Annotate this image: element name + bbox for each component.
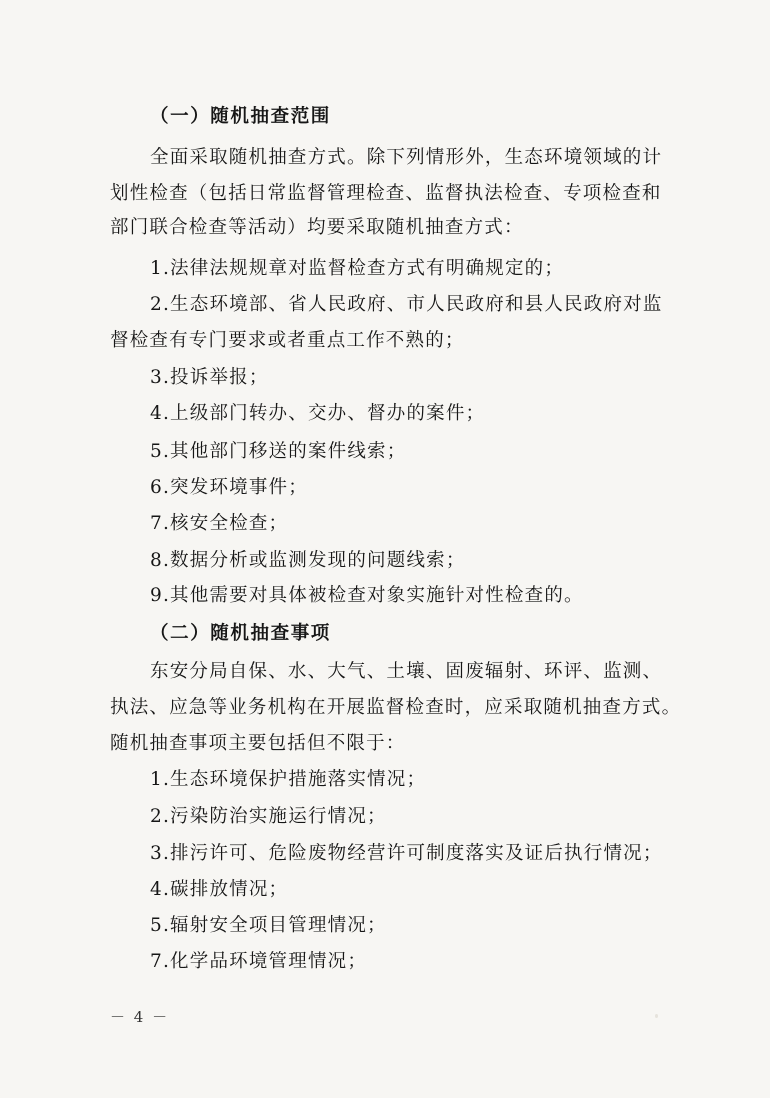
- list-item: 6.突发环境事件；: [150, 477, 308, 498]
- list-item: 7.核安全检查；: [150, 513, 289, 534]
- list-item: 3.排污许可、危险废物经营许可制度落实及证后执行情况；: [150, 843, 663, 864]
- paragraph-line: 东安分局自保、水、大气、土壤、固废辐射、环评、监测、: [150, 661, 663, 682]
- list-item: 1.生态环境保护措施落实情况；: [150, 769, 427, 790]
- list-item: 4.碳排放情况；: [150, 879, 289, 900]
- list-item: 7.化学品环境管理情况；: [150, 951, 368, 972]
- list-item: 2.污染防治实施运行情况；: [150, 806, 387, 827]
- section-heading-items: （二）随机抽查事项: [150, 623, 331, 644]
- paragraph-line: 全面采取随机抽查方式。除下列情形外，生态环境领域的计: [150, 147, 663, 168]
- page-number: － 4 －: [110, 1008, 170, 1026]
- list-item: 2.生态环境部、省人民政府、市人民政府和县人民政府对监: [150, 294, 663, 315]
- list-item: 5.辐射安全项目管理情况；: [150, 915, 387, 936]
- paragraph-line: 划性检查（包括日常监督管理检查、监督执法检查、专项检查和: [110, 183, 662, 204]
- section-heading-scope: （一）随机抽查范围: [150, 106, 331, 127]
- paragraph-line: 随机抽查事项主要包括但不限于：: [110, 733, 406, 754]
- list-item: 4.上级部门转办、交办、督办的案件；: [150, 403, 486, 424]
- scan-artifact: [655, 1014, 658, 1018]
- list-item-continuation: 督检查有专门要求或者重点工作不熟的；: [110, 330, 465, 351]
- list-item: 9.其他需要对具体被检查对象实施针对性检查的。: [150, 585, 584, 606]
- paragraph-line: 执法、应急等业务机构在开展监督检查时，应采取随机抽查方式。: [110, 697, 682, 718]
- list-item: 1.法律法规规章对监督检查方式有明确规定的；: [150, 258, 565, 279]
- list-item: 5.其他部门移送的案件线索；: [150, 441, 407, 462]
- paragraph-line: 部门联合检查等活动）均要采取随机抽查方式：: [110, 217, 524, 238]
- list-item: 8.数据分析或监测发现的问题线索；: [150, 550, 466, 571]
- list-item: 3.投诉举报；: [150, 367, 269, 388]
